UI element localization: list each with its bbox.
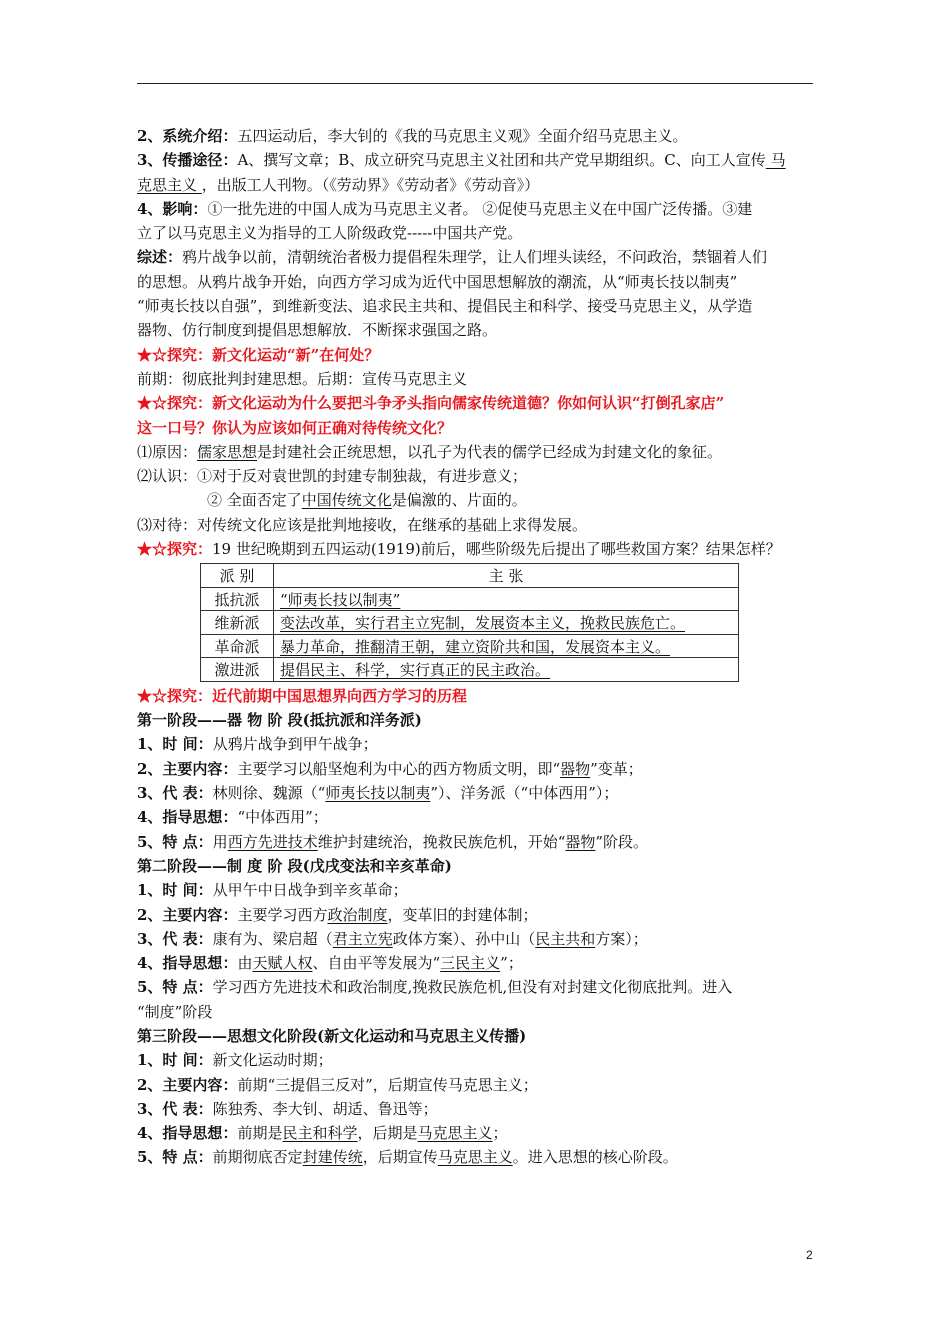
table-cell-school: 激进派 [201, 658, 274, 682]
text-span: 林则徐、魏源（“ [212, 784, 326, 803]
text-span: 主要学习以船坚炮利为中心的西方物质文明，即“ [237, 759, 561, 778]
table-row [201, 658, 739, 682]
reform-schools-table [200, 563, 739, 682]
underlined-keyword: 民主和科学 [282, 1124, 358, 1143]
underlined-keyword: 器物 [560, 759, 591, 778]
text-line [137, 343, 827, 367]
text-line [137, 927, 827, 951]
table-header-proposal: 主 张 [274, 564, 739, 588]
label-text: 2、系统介绍： [137, 127, 238, 145]
text-line [137, 488, 827, 512]
text-span: 政体方案）、孙中山（ [392, 929, 536, 948]
text-span: ，变革旧的封建体制； [387, 905, 538, 924]
label-text: 2、主要内容： [137, 905, 238, 924]
table-header-row [201, 564, 739, 588]
label-text: 1、时 间： [137, 881, 213, 900]
table-cell-school: 抵抗派 [201, 587, 274, 611]
text-line [137, 245, 827, 269]
text-line [137, 513, 827, 537]
table-row [201, 587, 739, 611]
label-text: 2、主要内容： [137, 1075, 238, 1094]
label-text: 4、指导思想： [137, 1124, 238, 1143]
label-text: 3、代 表： [137, 1099, 213, 1118]
text-line [137, 197, 827, 221]
label-text: 1、时 间： [137, 1051, 213, 1070]
label-text: 1、时 间： [137, 735, 213, 754]
text-span: ，后期是 [357, 1124, 418, 1143]
underlined-keyword: 中国传统文化 [301, 491, 392, 510]
text-span: 方案）； [595, 929, 648, 948]
text-span: ”； [500, 954, 523, 973]
underlined-keyword: 马克思主义 [437, 1148, 513, 1167]
text-span: ； [492, 1124, 508, 1143]
table-cell-proposal: 变法改革，实行君主立宪制，发展资本主义，挽救民族危亡。 [280, 614, 686, 633]
text-span: 维护封建统治，挽救民族危机，开始“ [317, 832, 566, 851]
text-line [137, 318, 827, 342]
inquiry-heading: ★☆探究： [137, 540, 213, 559]
text-line [137, 975, 827, 999]
label-text: 第一阶段——器 物 阶 段(抵抗派和洋务派) [137, 711, 422, 730]
underlined-keyword: 器物 [565, 832, 596, 851]
inquiry-heading: ★☆探究：新文化运动为什么要把斗争矛头指向儒家传统道德？你如何认识“打倒孔家店” [137, 394, 725, 413]
document-body [137, 124, 827, 1170]
underlined-keyword: 君主立宪 [332, 929, 393, 948]
underlined-keyword: 克思主义 [137, 175, 202, 194]
underlined-keyword: 天赋人权 [252, 954, 313, 973]
underlined-keyword: 政治制度 [327, 905, 388, 924]
text-line [137, 1048, 827, 1072]
label-text: 4、指导思想： [137, 808, 238, 827]
label-text: 5、特 点： [137, 1148, 213, 1167]
text-span: 19 世纪晚期到五四运动(1919)前后，哪些阶级先后提出了哪些救国方案？结果怎样？ [212, 540, 781, 559]
text-span: ⑶对待：对传统文化应该是批判地接收，在继承的基础上求得发展。 [137, 515, 588, 534]
text-line [137, 903, 827, 927]
text-block-lower [137, 684, 827, 1170]
text-span: ①一批先进的中国人成为马克思主义者。 ②促使马克思主义在中国广泛传播。③建 [207, 199, 753, 218]
text-span: 的思想。从鸦片战争开始，向西方学习成为近代中国思想解放的潮流，从“师夷长技以制夷” [137, 272, 738, 291]
text-span: 康有为、梁启超（ [212, 929, 333, 948]
page-number: 2 [806, 1248, 813, 1262]
text-span: 前期：彻底批判封建思想。后期：宣传马克思主义 [137, 369, 468, 388]
text-span: 从鸦片战争到甲午战争； [212, 735, 378, 754]
text-line [137, 854, 827, 878]
text-span: 陈独秀、李大钊、胡适、鲁迅等； [212, 1099, 438, 1118]
text-span: “师夷长技以自强”，到维新变法、追求民主共和、提倡民主和科学、接受马克思主义，从学造 [137, 297, 753, 316]
text-span: 器物、仿行制度到提倡思想解放．不断探求强国之路。 [137, 321, 498, 340]
text-line [137, 1121, 827, 1145]
table-cell-proposal: “师夷长技以制夷” [280, 590, 401, 609]
table-row [201, 634, 739, 658]
underlined-keyword: 马 [765, 151, 786, 170]
label-text: 5、特 点： [137, 978, 213, 997]
text-span: 从甲午中日战争到辛亥革命； [212, 881, 408, 900]
text-line [137, 1097, 827, 1121]
text-span: ② 全面否定了 [207, 491, 302, 510]
text-line [137, 124, 827, 148]
text-span: 鸦片战争以前，清朝统治者极力提倡程朱理学，让人们埋头读经，不问政治，禁锢着人们 [182, 248, 768, 267]
text-line [137, 1000, 827, 1024]
table-header-school: 派 别 [201, 564, 274, 588]
text-span: 立了以马克思主义为指导的工人阶级政党-----中国共产党。 [137, 224, 523, 243]
text-span: ，出版工人刊物。（《劳动界》《劳动者》《劳动音》） [201, 175, 540, 194]
text-span: 前期“三提倡三反对”，后期宣传马克思主义； [237, 1075, 538, 1094]
text-line [137, 781, 827, 805]
label-text: 3、代 表： [137, 784, 213, 803]
text-span: 用 [212, 832, 228, 851]
underlined-keyword: 封建传统 [302, 1148, 363, 1167]
text-line [137, 173, 827, 197]
underlined-keyword: 马克思主义 [417, 1124, 493, 1143]
label-text: 4、影响： [137, 199, 208, 218]
text-line [137, 708, 827, 732]
text-span: 、自由平等发展为“ [312, 954, 441, 973]
table-cell-proposal: 暴力革命，推翻清王朝，建立资阶共和国，发展资本主义。 [280, 637, 671, 656]
text-line [137, 416, 827, 440]
text-line [137, 1145, 827, 1169]
text-span: 由 [237, 954, 253, 973]
text-line [137, 951, 827, 975]
text-span: 前期彻底否定 [212, 1148, 303, 1167]
text-line [137, 732, 827, 756]
table-cell-proposal: 提倡民主、科学，实行真正的民主政治。 [280, 661, 551, 680]
header-rule [137, 83, 813, 84]
text-span: “中体西用”； [237, 808, 328, 827]
label-text: 5、特 点： [137, 832, 213, 851]
text-line [137, 221, 827, 245]
text-line [137, 805, 827, 829]
text-span: “制度”阶段 [137, 1002, 213, 1021]
text-span: ⑵认识：①对于反对袁世凯的封建专制独裁，有进步意义； [137, 467, 528, 486]
text-span: 新文化运动时期； [212, 1051, 333, 1070]
inquiry-heading: 这一口号？你认为应该如何正确对待传统文化？ [137, 418, 453, 437]
inquiry-heading: ★☆探究：新文化运动“新”在何处？ [137, 345, 380, 364]
text-line [137, 537, 827, 561]
label-text: 3、代 表： [137, 929, 213, 948]
text-span: 主要学习西方 [237, 905, 328, 924]
underlined-keyword: 西方先进技术 [227, 832, 318, 851]
text-line [137, 878, 827, 902]
text-line [137, 757, 827, 781]
label-text: 2、主要内容： [137, 759, 238, 778]
table-row [201, 611, 739, 635]
label-text: 综述： [137, 248, 183, 267]
text-span: ”变革； [590, 759, 643, 778]
text-span: ⑴原因： [137, 442, 198, 461]
text-line [137, 294, 827, 318]
text-span: 是封建社会正统思想，以孔子为代表的儒学已经成为封建文化的象征。 [257, 442, 723, 461]
text-span: 。进入思想的核心阶段。 [512, 1148, 678, 1167]
underlined-keyword: 三民主义 [440, 954, 501, 973]
table-cell-school: 维新派 [201, 611, 274, 635]
text-line [137, 684, 827, 708]
underlined-keyword: 民主共和 [535, 929, 596, 948]
inquiry-heading: ★☆探究：近代前期中国思想界向西方学习的历程 [137, 686, 468, 705]
text-span: A、撰写文章；B、成立研究马克思主义社团和共产党早期组织。C、向工人宣传 [237, 151, 766, 170]
text-line [137, 367, 827, 391]
text-line [137, 1073, 827, 1097]
text-span: 学习西方先进技术和政治制度,挽救民族危机,但没有对封建文化彻底批判。进入 [212, 978, 733, 997]
text-span: ，后期宣传 [362, 1148, 438, 1167]
underlined-keyword: 师夷长技以制夷 [325, 784, 431, 803]
label-text: 3、传播途径： [137, 151, 238, 170]
text-span: ”）、洋务派（“中体西用”）； [430, 784, 619, 803]
label-text: 第二阶段——制 度 阶 段(戊戌变法和辛亥革命) [137, 856, 452, 875]
text-line [137, 440, 827, 464]
text-line [137, 1024, 827, 1048]
text-line [137, 391, 827, 415]
text-block-upper [137, 124, 827, 561]
text-span: 五四运动后，李大钊的《我的马克思主义观》全面介绍马克思主义。 [237, 127, 688, 145]
text-line [137, 148, 827, 172]
label-text: 4、指导思想： [137, 954, 238, 973]
text-span: 是偏激的、片面的。 [391, 491, 527, 510]
text-span: ”阶段。 [595, 832, 649, 851]
text-line [137, 270, 827, 294]
text-line [137, 830, 827, 854]
text-span: 前期是 [237, 1124, 283, 1143]
label-text: 第三阶段——思想文化阶段(新文化运动和马克思主义传播) [137, 1027, 527, 1045]
table-cell-school: 革命派 [201, 634, 274, 658]
text-line [137, 464, 827, 488]
underlined-keyword: 儒家思想 [197, 442, 258, 461]
